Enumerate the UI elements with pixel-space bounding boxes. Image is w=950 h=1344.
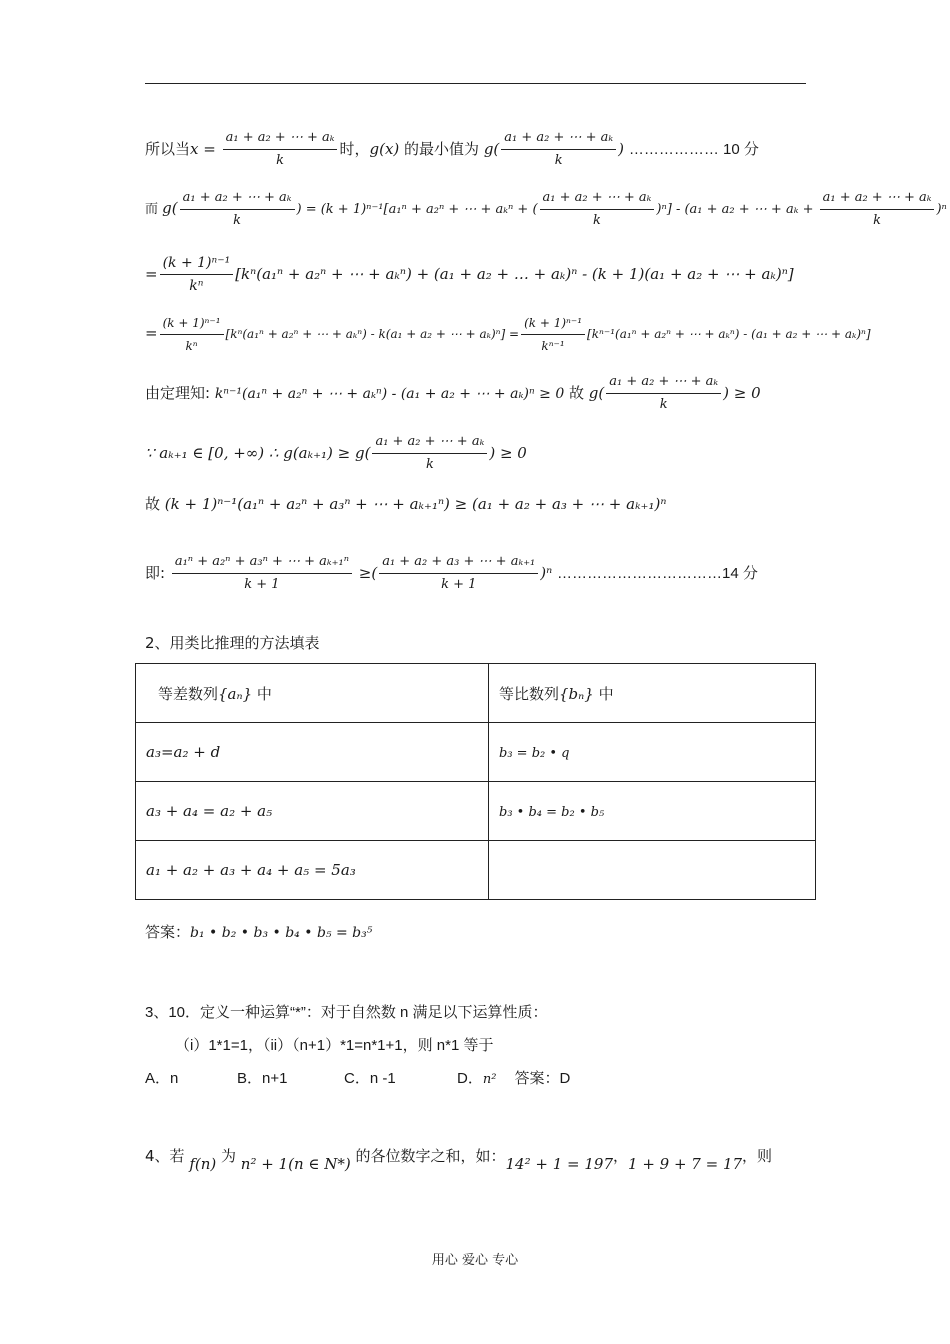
page-footer: 用心 爱心 专心 [431, 1253, 519, 1268]
fraction: $\frac{\text{(k + 1)ⁿ⁻¹}}{\text{kⁿ}}$ [160, 313, 224, 356]
math: ≥( [353, 564, 378, 582]
table-row [136, 782, 816, 841]
math: )ⁿ] - (a₁ + a₂ + ⋯ + aₖ + [656, 202, 818, 217]
fraction: $\frac{\text{a₁ + a₂ + ⋯ + aₖ}}{k}$ [606, 372, 721, 415]
proof-line-7 [145, 494, 666, 514]
math: [kⁿ⁻¹(a₁ⁿ + a₂ⁿ + ⋯ + aₖⁿ) - (a₁ + a₂ + ⋯ + aₖ)ⁿ] [587, 327, 871, 341]
fraction: $\frac{\text{(k + 1)ⁿ⁻¹}}{\text{kⁿ⁻¹}}$ [521, 313, 585, 356]
header-rule [145, 83, 806, 84]
q2-title: 2、用类比推理的方法填表 [145, 634, 320, 652]
q3-options [145, 1069, 570, 1090]
math: )ⁿ [540, 564, 553, 582]
proof-line-2 [145, 188, 947, 231]
proof-line-4 [145, 313, 871, 356]
math: (k + 1)ⁿ⁻¹(a₁ⁿ + a₂ⁿ + a₃ⁿ + ⋯ + aₖ₊₁ⁿ) ≥ (a₁ + a₂ + a₃ + ⋯ + aₖ₊₁)ⁿ [164, 495, 667, 513]
table-cell: a₃=a₂ + d [136, 723, 489, 782]
fraction: $\frac{\text{a₁ⁿ + a₂ⁿ + a₃ⁿ + ⋯ + aₖ₊₁ⁿ}}{k + 1}$ [172, 552, 352, 595]
text: 故 [564, 384, 589, 402]
math: )ⁿ [936, 202, 947, 217]
math: g(x) [369, 140, 400, 158]
q3-props: （i）1*1=1，（ii）（n+1）*1=n*1+1，则 n*1 等于 [175, 1037, 494, 1054]
math: = [145, 265, 158, 283]
option-a: A．n [145, 1070, 179, 1087]
text: 为 [216, 1147, 241, 1165]
math: = [145, 324, 158, 342]
text: 即: [145, 564, 170, 582]
q3-answer: 答案：D [514, 1070, 571, 1087]
fraction: $\frac{\text{(k + 1)ⁿ⁻¹}}{\text{kⁿ}}$ [160, 253, 234, 296]
math: [kⁿ(a₁ⁿ + a₂ⁿ + ⋯ + aₖⁿ) + (a₁ + a₂ + … + aₖ)ⁿ - (k + 1)(a₁ + a₂ + ⋯ + aₖ)ⁿ] [235, 265, 794, 283]
math: x = [190, 140, 216, 158]
proof-line-8 [145, 552, 758, 595]
table-header-cell: 等比数列{bₙ} 中 [489, 664, 816, 723]
text: 时， [339, 140, 370, 158]
leader-dots: ……………… [628, 141, 723, 158]
text: 而 [145, 202, 163, 217]
score-label: 10 分 [722, 141, 759, 158]
table-cell: b₃ • b₄ = b₂ • b₅ [489, 782, 816, 841]
table-header-row [136, 664, 816, 723]
fraction: $\frac{\text{a₁ + a₂ + ⋯ + aₖ}}{k}$ [540, 188, 655, 231]
math: kⁿ⁻¹(a₁ⁿ + a₂ⁿ + ⋯ + aₖⁿ) - (a₁ + a₂ + ⋯ + aₖ)ⁿ ≥ 0 [214, 386, 565, 402]
fraction: $\frac{\text{a₁ + a₂ + ⋯ + aₖ}}{k}$ [372, 432, 487, 475]
table-cell: a₃ + a₄ = a₂ + a₅ [136, 782, 489, 841]
table-cell: b₃ = b₂ • q [489, 723, 816, 782]
q4-text [145, 1146, 773, 1173]
analogy-table [135, 663, 816, 900]
score-label: 14 分 [722, 565, 758, 582]
fraction: $\frac{\text{a₁ + a₂ + a₃ + ⋯ + aₖ₊₁}}{k + 1}$ [379, 552, 538, 595]
proof-line-1 [145, 128, 759, 171]
text: 的最小值为 [399, 140, 484, 158]
math: ) = (k + 1)ⁿ⁻¹[a₁ⁿ + a₂ⁿ + ⋯ + aₖⁿ + ( [296, 202, 538, 217]
proof-line-6 [145, 432, 527, 475]
proof-line-5 [145, 372, 761, 415]
text: 由定理知: [145, 384, 215, 402]
math: [kⁿ(a₁ⁿ + a₂ⁿ + ⋯ + aₖⁿ) - k(a₁ + a₂ + ⋯ + aₖ)ⁿ] = [225, 327, 520, 341]
text: ， [613, 1147, 629, 1165]
table-header-cell: 等差数列{aₙ} 中 [136, 664, 489, 723]
text: 4、若 [145, 1147, 190, 1165]
math: g( [588, 384, 605, 402]
q3-title: 3、10．定义一种运算“*”：对于自然数 n 满足以下运算性质： [145, 1004, 548, 1021]
math: n² [482, 1072, 497, 1087]
math: ∵ aₖ₊₁ ∈ [0, +∞) ∴ g(aₖ₊₁) ≥ g( [145, 444, 371, 462]
fraction: $\frac{\text{a₁ + a₂ + ⋯ + aₖ}}{k}$ [180, 188, 295, 231]
option-d: D． [457, 1070, 483, 1087]
math: ) [618, 140, 625, 158]
table-cell: a₁ + a₂ + a₃ + a₄ + a₅ = 5a₃ [136, 841, 489, 900]
text: 所以当 [145, 140, 191, 158]
text: 故 [145, 495, 165, 513]
text: ，则 [742, 1147, 773, 1165]
math: ) ≥ 0 [723, 384, 761, 402]
option-b: B．n+1 [237, 1070, 288, 1087]
fraction: $\frac{\text{a₁ + a₂ + ⋯ + aₖ}}{k}$ [820, 188, 935, 231]
math: 1 + 9 + 7 = 17 [628, 1155, 743, 1173]
table-cell [489, 841, 816, 900]
q2-answer: 答案：b₁ • b₂ • b₃ • b₄ • b₅ = b₃⁵ [145, 923, 373, 941]
text: 的各位数字之和，如： [350, 1147, 506, 1165]
math: g( [162, 199, 178, 217]
leader-dots: …………………………… [557, 565, 722, 582]
math: f(n) [189, 1155, 217, 1173]
option-c: C．n -1 [344, 1070, 396, 1087]
fraction: $\frac{\text{a₁ + a₂ + ⋯ + aₖ}}{k}$ [501, 128, 616, 171]
table-row [136, 841, 816, 900]
math: 14² + 1 = 197 [505, 1155, 613, 1173]
math: ) ≥ 0 [489, 444, 527, 462]
proof-line-3 [145, 253, 794, 296]
table-row [136, 723, 816, 782]
math: n² + 1(n ∈ N*) [240, 1155, 351, 1173]
fraction: $\frac{\text{a₁ + a₂ + ⋯ + aₖ}}{k}$ [223, 128, 338, 171]
math: g( [483, 140, 500, 158]
